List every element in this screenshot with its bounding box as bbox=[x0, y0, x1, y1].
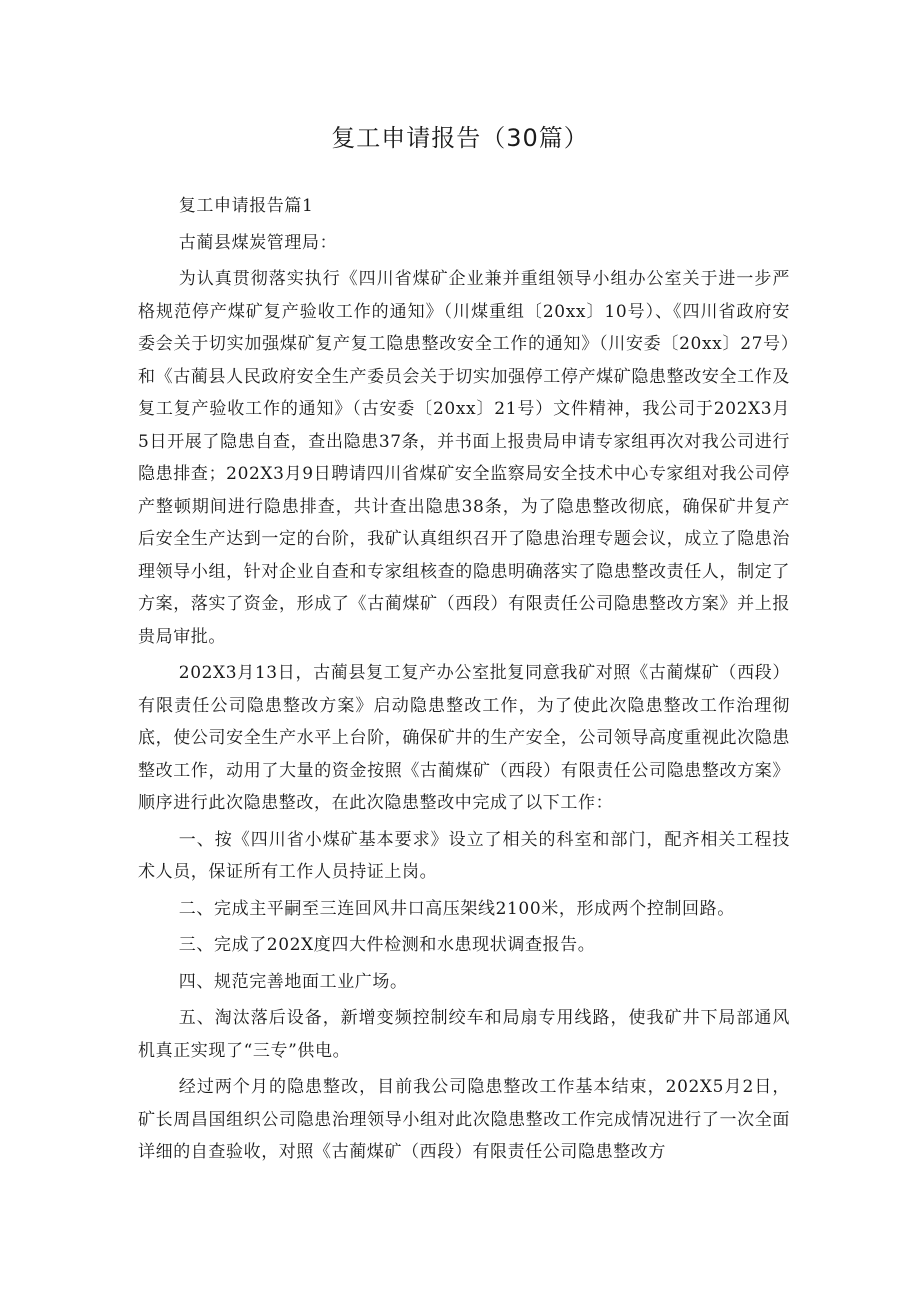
paragraph: 202X3月13日，古蔺县复工复产办公室批复同意我矿对照《古蔺煤矿（西段）有限责任公司隐患整改方案》启动隐患整改工作，为了使此次隐患整改工作治理彻底，使公司安全生产水平上台阶，确保矿井的生产安全，公司领导高度重视此次隐患整改工作，动用了大量的资金按照《古蔺煤矿（西段）有限责任公司隐患整改方案》顺序进行此次隐患整改，在此次隐患整改中完成了以下工作： bbox=[138, 663, 790, 813]
salutation: 古蔺县煤炭管理局： bbox=[178, 232, 338, 253]
paragraph: 为认真贯彻落实执行《四川省煤矿企业兼并重组领导小组办公室关于进一步严格规范停产煤矿复产验收工作的通知》（川煤重组〔20xx〕10号）、《四川省政府安委会关于切实加强煤矿复产复工隐患整改安全工作的通知》（川安委〔20xx〕27号）和《古蔺县人民政府安全生产委员会关于切实加强停工停产煤矿隐患整改安全工作及复工复产验收工作的通知》（古安委〔20xx〕21号）文件精神，我公司于202X3月5日开展了隐患自查，查出隐患37条，并书面上报贵局申请专家组再次对我公司进行隐患排查；202X3月9日聘请四川省煤矿安全监察局安全技术中心专家组对我公司停产整顿期间进行隐患排查，共计查出隐患38条，为了隐患整改彻底，确保矿井复产后安全生产达到一定的台阶，我矿认真组织召开了隐患治理专题会议，成立了隐患治理领导小组，针对企业自查和专家组核查的隐患明确落实了隐患整改责任人，制定了方案，落实了资金，形成了《古蔺煤矿（西段）有限责任公司隐患整改方案》并上报贵局审批。 bbox=[138, 269, 790, 647]
paragraph: 经过两个月的隐患整改，目前我公司隐患整改工作基本结束，202X5月2日，矿长周昌国组织公司隐患治理领导小组对此次隐患整改工作完成情况进行了一次全面详细的自查验收，对照《古蔺煤矿（西段）有限责任公司隐患整改方 bbox=[138, 1077, 790, 1162]
list-item: 二、完成主平嗣至三连回风井口高压架线2100米，形成两个控制回路。 bbox=[178, 898, 735, 919]
list-item: 一、按《四川省小煤矿基本要求》设立了相关的科室和部门，配齐相关工程技术人员，保证所有工作人员持证上岗。 bbox=[138, 829, 790, 882]
document-title: 复工申请报告（30篇） bbox=[331, 124, 589, 152]
list-item: 四、规范完善地面工业广场。 bbox=[178, 971, 408, 992]
list-item: 五、淘汰落后设备，新增变频控制绞车和局扇专用线路，使我矿井下局部通风机真正实现了“三专”供电。 bbox=[138, 1008, 790, 1061]
list-item: 三、完成了202X度四大件检测和水患现状调查报告。 bbox=[178, 935, 596, 955]
document-body bbox=[138, 190, 790, 1173]
section-heading: 复工申请报告篇1 bbox=[178, 196, 314, 216]
